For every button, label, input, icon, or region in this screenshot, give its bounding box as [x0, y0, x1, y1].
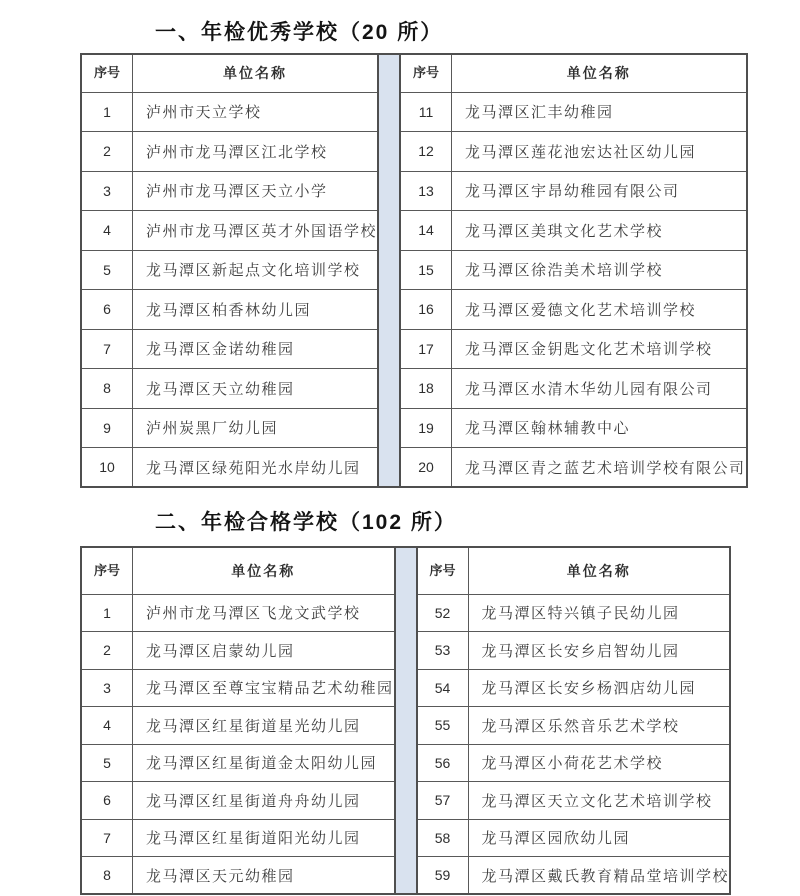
- row-seq: 8: [81, 857, 133, 895]
- name-header-cell: 单位名称: [133, 547, 395, 594]
- row-seq: 52: [417, 594, 469, 632]
- row-name: 龙马潭区金诺幼稚园: [133, 329, 379, 369]
- row-name: 龙马潭区新起点文化培训学校: [133, 250, 379, 290]
- table-row: [81, 448, 378, 488]
- section1-table-right: [399, 53, 748, 488]
- row-seq: 11: [400, 92, 452, 132]
- row-name: 泸州市龙马潭区飞龙文武学校: [133, 594, 395, 632]
- row-seq: 17: [400, 329, 452, 369]
- row-seq: 2: [81, 132, 133, 172]
- table-row: [417, 594, 731, 632]
- row-seq: 4: [81, 211, 133, 251]
- row-seq: 12: [400, 132, 452, 172]
- row-name: 龙马潭区长安乡启智幼儿园: [468, 632, 730, 670]
- row-name: 泸州市龙马潭区天立小学: [133, 171, 379, 211]
- row-seq: 7: [81, 819, 133, 857]
- row-seq: 59: [417, 857, 469, 895]
- table-row: [400, 132, 747, 172]
- section2-table: [80, 546, 730, 895]
- section2-table-left: [80, 546, 396, 895]
- name-header-cell: 单位名称: [452, 54, 747, 92]
- row-seq: 57: [417, 782, 469, 820]
- row-seq: 5: [81, 744, 133, 782]
- table-divider-strip: [396, 546, 416, 895]
- table-row: [417, 819, 731, 857]
- table-row: [400, 171, 747, 211]
- seq-header-cell: 序号: [81, 547, 133, 594]
- row-name: 龙马潭区红星街道阳光幼儿园: [133, 819, 395, 857]
- section2-title: 二、年检合格学校（102 所）: [155, 511, 457, 535]
- table-row: [417, 744, 731, 782]
- row-name: 龙马潭区天立幼稚园: [133, 369, 379, 409]
- row-seq: 18: [400, 369, 452, 409]
- row-name: 龙马潭区长安乡杨泗店幼儿园: [468, 669, 730, 707]
- row-seq: 9: [81, 408, 133, 448]
- table-row: [81, 707, 395, 745]
- table-row: [81, 329, 378, 369]
- table-row: [400, 211, 747, 251]
- row-seq: 1: [81, 92, 133, 132]
- table-row: [417, 707, 731, 745]
- row-name: 龙马潭区爱德文化艺术培训学校: [452, 290, 747, 330]
- row-name: 龙马潭区美琪文化艺术学校: [452, 211, 747, 251]
- row-seq: 13: [400, 171, 452, 211]
- row-seq: 16: [400, 290, 452, 330]
- row-name: 龙马潭区宇昂幼稚园有限公司: [452, 171, 747, 211]
- row-name: 龙马潭区戴氏教育精品堂培训学校: [468, 857, 730, 895]
- row-seq: 58: [417, 819, 469, 857]
- row-seq: 10: [81, 448, 133, 488]
- table-row: [417, 857, 731, 895]
- row-seq: 2: [81, 632, 133, 670]
- table-row: [417, 782, 731, 820]
- row-name: 龙马潭区启蒙幼儿园: [133, 632, 395, 670]
- row-name: 龙马潭区红星街道金太阳幼儿园: [133, 744, 395, 782]
- header-row: [81, 54, 378, 92]
- table-row: [81, 669, 395, 707]
- section2-table-right: [416, 546, 732, 895]
- row-name: 龙马潭区红星街道星光幼儿园: [133, 707, 395, 745]
- row-name: 龙马潭区天元幼稚园: [133, 857, 395, 895]
- table-row: [400, 250, 747, 290]
- table-row: [400, 290, 747, 330]
- row-name: 龙马潭区莲花池宏达社区幼儿园: [452, 132, 747, 172]
- row-seq: 3: [81, 669, 133, 707]
- table-divider-strip: [379, 53, 399, 488]
- row-name: 龙马潭区小荷花艺术学校: [468, 744, 730, 782]
- table-row: [81, 782, 395, 820]
- row-name: 龙马潭区特兴镇子民幼儿园: [468, 594, 730, 632]
- table-row: [400, 448, 747, 488]
- row-seq: 6: [81, 782, 133, 820]
- row-name: 龙马潭区翰林辅教中心: [452, 408, 747, 448]
- table-row: [81, 132, 378, 172]
- row-name: 龙马潭区汇丰幼稚园: [452, 92, 747, 132]
- row-seq: 15: [400, 250, 452, 290]
- table-row: [417, 669, 731, 707]
- table-row: [81, 171, 378, 211]
- table-row: [81, 211, 378, 251]
- row-seq: 4: [81, 707, 133, 745]
- table-row: [400, 92, 747, 132]
- table-row: [400, 369, 747, 409]
- table-row: [417, 632, 731, 670]
- row-name: 龙马潭区天立文化艺术培训学校: [468, 782, 730, 820]
- row-name: 龙马潭区乐然音乐艺术学校: [468, 707, 730, 745]
- table-row: [81, 408, 378, 448]
- row-name: 龙马潭区徐浩美术培训学校: [452, 250, 747, 290]
- section1-table-left: [80, 53, 379, 488]
- row-seq: 53: [417, 632, 469, 670]
- row-name: 泸州市龙马潭区江北学校: [133, 132, 379, 172]
- row-name: 泸州市天立学校: [133, 92, 379, 132]
- table-row: [400, 329, 747, 369]
- header-row: [81, 547, 395, 594]
- table-row: [81, 594, 395, 632]
- row-name: 龙马潭区红星街道舟舟幼儿园: [133, 782, 395, 820]
- row-seq: 19: [400, 408, 452, 448]
- table-row: [81, 92, 378, 132]
- row-seq: 6: [81, 290, 133, 330]
- section1-table: [80, 53, 746, 488]
- seq-header-cell: 序号: [417, 547, 469, 594]
- row-seq: 56: [417, 744, 469, 782]
- row-name: 龙马潭区水清木华幼儿园有限公司: [452, 369, 747, 409]
- row-seq: 1: [81, 594, 133, 632]
- row-name: 龙马潭区青之蓝艺术培训学校有限公司: [452, 448, 747, 488]
- table-row: [81, 744, 395, 782]
- document-content: [80, 0, 746, 895]
- row-name: 泸州炭黑厂幼儿园: [133, 408, 379, 448]
- header-row: [417, 547, 731, 594]
- row-name: 龙马潭区绿苑阳光水岸幼儿园: [133, 448, 379, 488]
- row-seq: 54: [417, 669, 469, 707]
- table-row: [81, 632, 395, 670]
- row-seq: 20: [400, 448, 452, 488]
- row-seq: 7: [81, 329, 133, 369]
- row-name: 龙马潭区柏香林幼儿园: [133, 290, 379, 330]
- row-seq: 14: [400, 211, 452, 251]
- table-row: [81, 857, 395, 895]
- row-name: 龙马潭区园欣幼儿园: [468, 819, 730, 857]
- name-header-cell: 单位名称: [468, 547, 730, 594]
- row-name: 龙马潭区至尊宝宝精品艺术幼稚园: [133, 669, 395, 707]
- section1-title: 一、年检优秀学校（20 所）: [155, 21, 444, 44]
- table-row: [81, 819, 395, 857]
- row-seq: 8: [81, 369, 133, 409]
- row-name: 泸州市龙马潭区英才外国语学校: [133, 211, 379, 251]
- table-row: [81, 369, 378, 409]
- row-seq: 55: [417, 707, 469, 745]
- name-header-cell: 单位名称: [133, 54, 379, 92]
- row-name: 龙马潭区金钥匙文化艺术培训学校: [452, 329, 747, 369]
- table-row: [400, 408, 747, 448]
- table-row: [81, 250, 378, 290]
- seq-header-cell: 序号: [400, 54, 452, 92]
- row-seq: 5: [81, 250, 133, 290]
- row-seq: 3: [81, 171, 133, 211]
- header-row: [400, 54, 747, 92]
- table-row: [81, 290, 378, 330]
- seq-header-cell: 序号: [81, 54, 133, 92]
